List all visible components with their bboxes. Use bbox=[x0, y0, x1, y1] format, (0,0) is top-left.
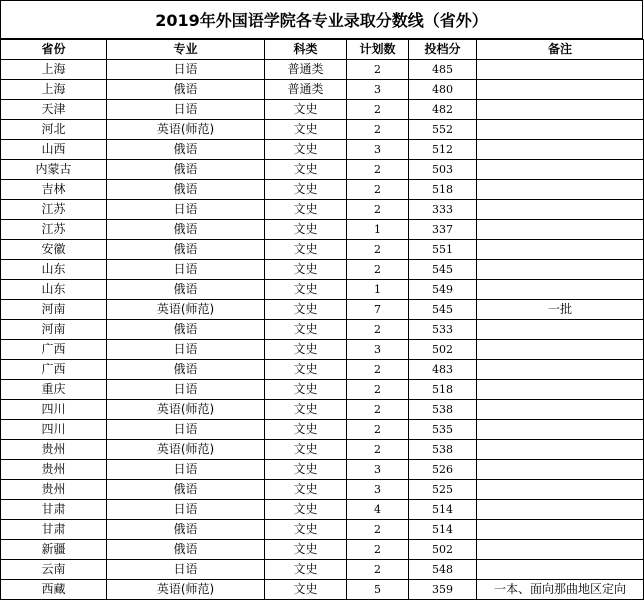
cell-score: 538 bbox=[409, 440, 477, 460]
cell-major: 英语(师范) bbox=[107, 400, 265, 420]
cell-category: 文史 bbox=[265, 500, 347, 520]
cell-province: 山东 bbox=[1, 260, 107, 280]
cell-major: 英语(师范) bbox=[107, 300, 265, 320]
table-row bbox=[1, 160, 644, 180]
cell-plan-count: 2 bbox=[347, 60, 409, 80]
cell-province: 山西 bbox=[1, 140, 107, 160]
cell-plan-count: 2 bbox=[347, 120, 409, 140]
cell-remarks bbox=[477, 340, 644, 360]
cell-plan-count: 2 bbox=[347, 440, 409, 460]
cell-province: 上海 bbox=[1, 60, 107, 80]
cell-score: 545 bbox=[409, 260, 477, 280]
cell-category: 文史 bbox=[265, 200, 347, 220]
cell-remarks bbox=[477, 400, 644, 420]
table-row bbox=[1, 220, 644, 240]
cell-score: 485 bbox=[409, 60, 477, 80]
cell-major: 日语 bbox=[107, 460, 265, 480]
cell-plan-count: 7 bbox=[347, 300, 409, 320]
cell-province: 河南 bbox=[1, 320, 107, 340]
cell-category: 文史 bbox=[265, 120, 347, 140]
cell-score: 525 bbox=[409, 480, 477, 500]
cell-score: 535 bbox=[409, 420, 477, 440]
table-title: 2019年外国语学院各专业录取分数线（省外） bbox=[0, 0, 643, 39]
cell-category: 文史 bbox=[265, 160, 347, 180]
cell-province: 重庆 bbox=[1, 380, 107, 400]
cell-plan-count: 2 bbox=[347, 540, 409, 560]
cell-major: 俄语 bbox=[107, 540, 265, 560]
cell-major: 俄语 bbox=[107, 240, 265, 260]
cell-major: 俄语 bbox=[107, 360, 265, 380]
header-plan-count: 计划数 bbox=[347, 40, 409, 60]
cell-province: 西藏 bbox=[1, 580, 107, 600]
cell-score: 545 bbox=[409, 300, 477, 320]
cell-category: 文史 bbox=[265, 400, 347, 420]
cell-score: 518 bbox=[409, 180, 477, 200]
cell-score: 552 bbox=[409, 120, 477, 140]
cell-category: 文史 bbox=[265, 540, 347, 560]
cell-remarks: 一本、面向那曲地区定向 bbox=[477, 580, 644, 600]
cell-plan-count: 1 bbox=[347, 220, 409, 240]
cell-major: 英语(师范) bbox=[107, 120, 265, 140]
cell-major: 俄语 bbox=[107, 160, 265, 180]
cell-category: 文史 bbox=[265, 520, 347, 540]
cell-category: 文史 bbox=[265, 140, 347, 160]
cell-plan-count: 5 bbox=[347, 580, 409, 600]
cell-province: 内蒙古 bbox=[1, 160, 107, 180]
cell-remarks bbox=[477, 440, 644, 460]
cell-remarks bbox=[477, 360, 644, 380]
cell-province: 广西 bbox=[1, 360, 107, 380]
cell-province: 贵州 bbox=[1, 460, 107, 480]
table-row bbox=[1, 120, 644, 140]
cell-remarks bbox=[477, 420, 644, 440]
cell-score: 526 bbox=[409, 460, 477, 480]
cell-major: 日语 bbox=[107, 420, 265, 440]
cell-score: 548 bbox=[409, 560, 477, 580]
header-major: 专业 bbox=[107, 40, 265, 60]
table-row bbox=[1, 260, 644, 280]
header-remarks: 备注 bbox=[477, 40, 644, 60]
header-category: 科类 bbox=[265, 40, 347, 60]
cell-score: 480 bbox=[409, 80, 477, 100]
table-row bbox=[1, 460, 644, 480]
cell-plan-count: 2 bbox=[347, 380, 409, 400]
cell-plan-count: 2 bbox=[347, 360, 409, 380]
table-row bbox=[1, 580, 644, 600]
table-row bbox=[1, 80, 644, 100]
table-row bbox=[1, 240, 644, 260]
cell-category: 文史 bbox=[265, 240, 347, 260]
cell-province: 四川 bbox=[1, 400, 107, 420]
cell-category: 文史 bbox=[265, 560, 347, 580]
cell-major: 日语 bbox=[107, 200, 265, 220]
cell-province: 贵州 bbox=[1, 480, 107, 500]
header-row bbox=[1, 40, 644, 60]
score-table bbox=[0, 39, 644, 600]
table-row bbox=[1, 440, 644, 460]
cell-category: 文史 bbox=[265, 180, 347, 200]
cell-category: 文史 bbox=[265, 420, 347, 440]
cell-province: 贵州 bbox=[1, 440, 107, 460]
header-score: 投档分 bbox=[409, 40, 477, 60]
cell-plan-count: 2 bbox=[347, 420, 409, 440]
cell-major: 英语(师范) bbox=[107, 440, 265, 460]
table-row bbox=[1, 280, 644, 300]
cell-score: 538 bbox=[409, 400, 477, 420]
table-row bbox=[1, 140, 644, 160]
cell-province: 吉林 bbox=[1, 180, 107, 200]
cell-major: 俄语 bbox=[107, 520, 265, 540]
cell-major: 俄语 bbox=[107, 320, 265, 340]
cell-category: 文史 bbox=[265, 260, 347, 280]
cell-remarks bbox=[477, 140, 644, 160]
cell-category: 文史 bbox=[265, 320, 347, 340]
cell-category: 文史 bbox=[265, 440, 347, 460]
table-row bbox=[1, 180, 644, 200]
cell-province: 河南 bbox=[1, 300, 107, 320]
cell-category: 普通类 bbox=[265, 60, 347, 80]
cell-score: 359 bbox=[409, 580, 477, 600]
cell-plan-count: 2 bbox=[347, 400, 409, 420]
cell-category: 文史 bbox=[265, 340, 347, 360]
cell-province: 天津 bbox=[1, 100, 107, 120]
cell-major: 俄语 bbox=[107, 80, 265, 100]
cell-plan-count: 1 bbox=[347, 280, 409, 300]
cell-remarks bbox=[477, 380, 644, 400]
cell-remarks bbox=[477, 180, 644, 200]
cell-remarks: 一批 bbox=[477, 300, 644, 320]
cell-remarks bbox=[477, 120, 644, 140]
table-row bbox=[1, 360, 644, 380]
table-row bbox=[1, 100, 644, 120]
cell-remarks bbox=[477, 220, 644, 240]
cell-plan-count: 3 bbox=[347, 80, 409, 100]
cell-score: 549 bbox=[409, 280, 477, 300]
cell-category: 文史 bbox=[265, 100, 347, 120]
cell-plan-count: 2 bbox=[347, 100, 409, 120]
cell-province: 河北 bbox=[1, 120, 107, 140]
cell-plan-count: 4 bbox=[347, 500, 409, 520]
cell-major: 日语 bbox=[107, 560, 265, 580]
table-row bbox=[1, 300, 644, 320]
cell-plan-count: 3 bbox=[347, 480, 409, 500]
cell-score: 483 bbox=[409, 360, 477, 380]
cell-plan-count: 3 bbox=[347, 340, 409, 360]
table-row bbox=[1, 500, 644, 520]
cell-score: 514 bbox=[409, 500, 477, 520]
cell-major: 俄语 bbox=[107, 140, 265, 160]
table-row bbox=[1, 200, 644, 220]
cell-category: 文史 bbox=[265, 360, 347, 380]
cell-remarks bbox=[477, 100, 644, 120]
cell-plan-count: 2 bbox=[347, 560, 409, 580]
cell-score: 533 bbox=[409, 320, 477, 340]
cell-province: 上海 bbox=[1, 80, 107, 100]
cell-plan-count: 2 bbox=[347, 520, 409, 540]
cell-category: 普通类 bbox=[265, 80, 347, 100]
cell-major: 日语 bbox=[107, 500, 265, 520]
cell-province: 新疆 bbox=[1, 540, 107, 560]
cell-plan-count: 2 bbox=[347, 160, 409, 180]
cell-category: 文史 bbox=[265, 480, 347, 500]
header-province: 省份 bbox=[1, 40, 107, 60]
cell-score: 551 bbox=[409, 240, 477, 260]
cell-remarks bbox=[477, 280, 644, 300]
table-row bbox=[1, 380, 644, 400]
cell-category: 文史 bbox=[265, 380, 347, 400]
table-row bbox=[1, 540, 644, 560]
cell-plan-count: 3 bbox=[347, 140, 409, 160]
cell-remarks bbox=[477, 60, 644, 80]
cell-remarks bbox=[477, 200, 644, 220]
table-row bbox=[1, 480, 644, 500]
cell-plan-count: 2 bbox=[347, 200, 409, 220]
cell-score: 337 bbox=[409, 220, 477, 240]
cell-province: 甘肃 bbox=[1, 520, 107, 540]
cell-score: 482 bbox=[409, 100, 477, 120]
cell-remarks bbox=[477, 480, 644, 500]
cell-remarks bbox=[477, 80, 644, 100]
cell-major: 日语 bbox=[107, 60, 265, 80]
cell-score: 502 bbox=[409, 340, 477, 360]
cell-major: 俄语 bbox=[107, 280, 265, 300]
cell-category: 文史 bbox=[265, 460, 347, 480]
cell-plan-count: 2 bbox=[347, 180, 409, 200]
cell-plan-count: 3 bbox=[347, 460, 409, 480]
cell-major: 日语 bbox=[107, 260, 265, 280]
cell-score: 514 bbox=[409, 520, 477, 540]
cell-plan-count: 2 bbox=[347, 260, 409, 280]
cell-province: 安徽 bbox=[1, 240, 107, 260]
cell-major: 俄语 bbox=[107, 220, 265, 240]
cell-category: 文史 bbox=[265, 280, 347, 300]
cell-major: 日语 bbox=[107, 100, 265, 120]
cell-score: 503 bbox=[409, 160, 477, 180]
cell-score: 518 bbox=[409, 380, 477, 400]
cell-province: 广西 bbox=[1, 340, 107, 360]
cell-remarks bbox=[477, 540, 644, 560]
cell-remarks bbox=[477, 460, 644, 480]
cell-remarks bbox=[477, 260, 644, 280]
table-row bbox=[1, 560, 644, 580]
cell-score: 502 bbox=[409, 540, 477, 560]
table-row bbox=[1, 420, 644, 440]
cell-major: 日语 bbox=[107, 380, 265, 400]
cell-major: 俄语 bbox=[107, 480, 265, 500]
cell-remarks bbox=[477, 500, 644, 520]
cell-province: 江苏 bbox=[1, 200, 107, 220]
cell-province: 甘肃 bbox=[1, 500, 107, 520]
cell-plan-count: 2 bbox=[347, 320, 409, 340]
cell-remarks bbox=[477, 160, 644, 180]
cell-plan-count: 2 bbox=[347, 240, 409, 260]
table-row bbox=[1, 320, 644, 340]
cell-remarks bbox=[477, 240, 644, 260]
cell-province: 云南 bbox=[1, 560, 107, 580]
cell-category: 文史 bbox=[265, 580, 347, 600]
cell-province: 山东 bbox=[1, 280, 107, 300]
cell-major: 日语 bbox=[107, 340, 265, 360]
table-row bbox=[1, 520, 644, 540]
cell-score: 512 bbox=[409, 140, 477, 160]
table-row bbox=[1, 400, 644, 420]
table-row bbox=[1, 60, 644, 80]
table-row bbox=[1, 340, 644, 360]
table-body bbox=[1, 60, 644, 600]
cell-province: 四川 bbox=[1, 420, 107, 440]
cell-remarks bbox=[477, 560, 644, 580]
cell-province: 江苏 bbox=[1, 220, 107, 240]
cell-category: 文史 bbox=[265, 220, 347, 240]
cell-major: 俄语 bbox=[107, 180, 265, 200]
cell-remarks bbox=[477, 520, 644, 540]
cell-major: 英语(师范) bbox=[107, 580, 265, 600]
cell-remarks bbox=[477, 320, 644, 340]
cell-category: 文史 bbox=[265, 300, 347, 320]
cell-score: 333 bbox=[409, 200, 477, 220]
